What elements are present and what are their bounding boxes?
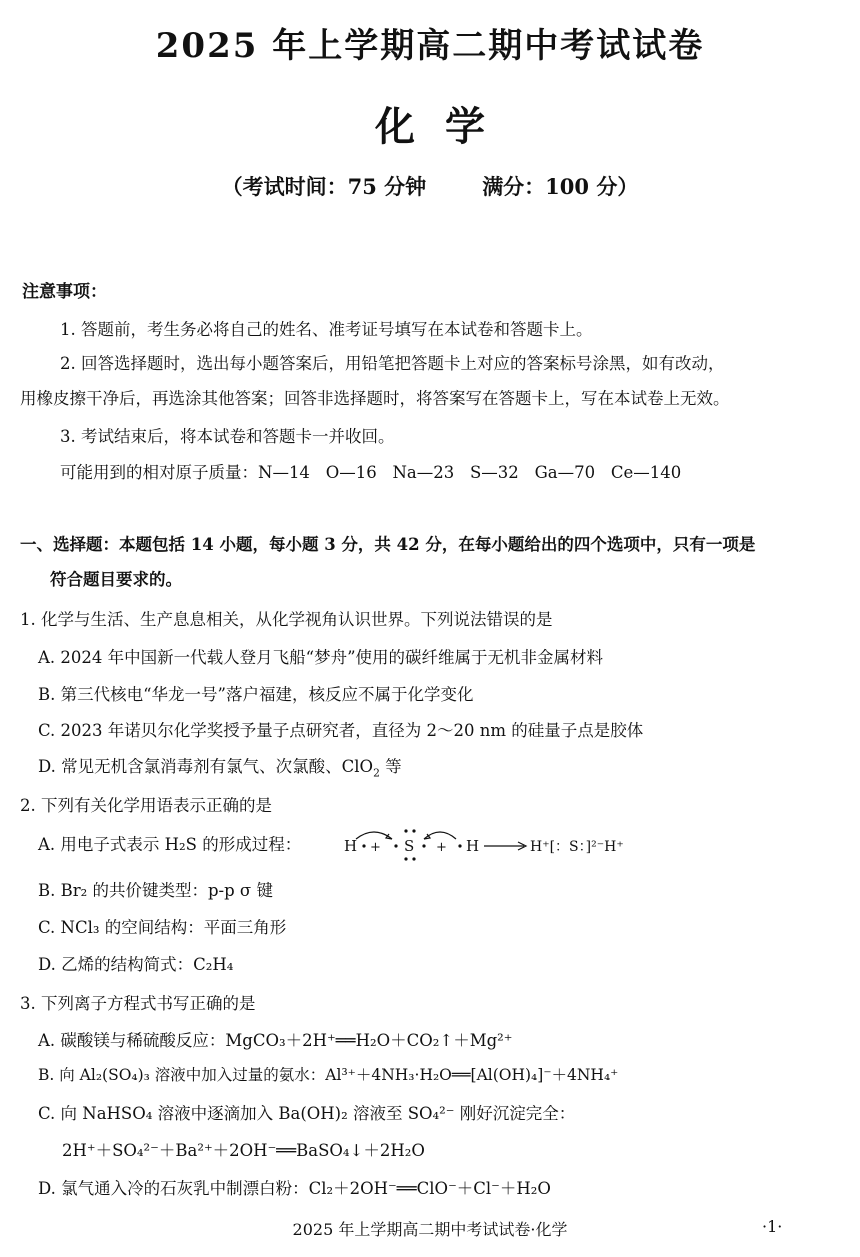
atomic-mass-s: S—32 [470,463,519,482]
notice-title: 注意事项： [22,282,107,302]
notice-item-3: 3. 考试结束后，将本试卷和答题卡一并收回。 [60,427,395,446]
notice-item-2: 2. 回答选择题时，选出每小题答案后，用铅笔把答题卡上对应的答案标号涂黑，如有改动， [60,354,725,373]
electron-dot-product: H⁺[：S：]²⁻H⁺ [530,839,624,855]
question-2-option-a-text: A. 用电子式表示 H₂S 的形成过程： [38,835,302,854]
electron-dot [422,844,425,847]
question-2-option-a [38,831,301,855]
question-3-stem: 3. 下列离子方程式书写正确的是 [20,994,256,1013]
question-1-stem: 1. 化学与生活、生产息息相关，从化学视角认识世界。下列说法错误的是 [20,610,553,629]
plus-sign-2: + [436,840,447,855]
electron-dot-diagram [336,821,676,863]
atomic-mass-ce: Ce—140 [610,463,682,482]
question-1-option-d [38,753,402,780]
question-3-option-a: A. 碳酸镁与稀硫酸反应：MgCO₃＋2H⁺══H₂O＋CO₂↑＋Mg²⁺ [38,1031,513,1050]
electron-dot [412,829,415,832]
question-1-option-d-sub: 2 [373,766,380,780]
question-1-option-b: B. 第三代核电“华龙一号”落户福建，核反应不属于化学变化 [38,685,474,704]
page-number: ·1· [762,1217,783,1236]
notice-item-2-cont: 用橡皮擦干净后，再选涂其他答案；回答非选择题时，将答案写在答题卡上，写在本试卷上无效。 [20,389,730,408]
question-2-stem: 2. 下列有关化学用语表示正确的是 [20,796,272,815]
question-1-option-d-text: D. 常见无机含氯消毒剂有氯气、次氯酸、ClO [38,757,374,776]
question-1-option-c: C. 2023 年诺贝尔化学奖授予量子点研究者，直径为 2～20 nm 的硅量子点是胶体 [38,721,644,740]
subject-title: 化学 [375,103,515,150]
electron-dot-s: S [404,837,415,855]
question-1-option-d-post: 等 [379,757,402,776]
question-3-option-b: B. 向 Al₂(SO₄)₃ 溶液中加入过量的氨水：Al³⁺＋4NH₃·H₂O══[Al(OH)₄]⁻＋4NH₄⁺ [38,1066,619,1084]
atomic-mass-label: 可能用到的相对原子质量： [60,463,258,482]
atomic-masses [60,459,681,483]
question-2-option-b: B. Br₂ 的共价键类型：p-p σ 键 [38,881,273,900]
question-3-option-c-equation: 2H⁺＋SO₄²⁻＋Ba²⁺＋2OH⁻══BaSO₄↓＋2H₂O [62,1141,425,1160]
electron-dot [394,844,397,847]
full-score: 满分：100 分） [482,174,639,199]
section-heading-cont: 符合题目要求的。 [50,570,182,589]
atomic-mass-o: O—16 [325,463,377,482]
question-2-option-d: D. 乙烯的结构简式：C₂H₄ [38,955,234,974]
electron-dot [404,857,407,860]
question-1-option-a: A. 2024 年中国新一代载人登月飞船“梦舟”使用的碳纤维属于无机非金属材料 [38,648,604,667]
question-3-option-c: C. 向 NaHSO₄ 溶液中逐滴加入 Ba(OH)₂ 溶液至 SO₄²⁻ 刚好沉淀完全： [38,1104,576,1123]
electron-dot-h1: H [344,837,358,855]
atomic-mass-na: Na—23 [392,463,455,482]
plus-sign-1: + [370,840,381,855]
electron-dot [404,829,407,832]
electron-dot-h2: H [466,837,480,855]
exam-time: （考试时间：75 分钟 [221,174,427,199]
footer-title: 2025 年上学期高二期中考试试卷·化学 [292,1220,568,1239]
electron-dot [458,844,461,847]
exam-info [0,171,860,201]
question-2-option-c: C. NCl₃ 的空间结构：平面三角形 [38,918,287,937]
question-3-option-d: D. 氯气通入冷的石灰乳中制漂白粉：Cl₂＋2OH⁻══ClO⁻＋Cl⁻＋H₂O [38,1179,551,1198]
atomic-mass-ga: Ga—70 [534,463,596,482]
page-title: 2025 年上学期高二期中考试试卷 [155,26,705,66]
atomic-mass-n: N—14 [258,463,310,482]
notice-item-1: 1. 答题前，考生务必将自己的姓名、准考证号填写在本试卷和答题卡上。 [60,320,593,339]
section-heading: 一、选择题：本题包括 14 小题，每小题 3 分，共 42 分，在每小题给出的四个选项中，只有一项是 [20,535,756,554]
electron-dot [412,857,415,860]
electron-dot [362,844,365,847]
